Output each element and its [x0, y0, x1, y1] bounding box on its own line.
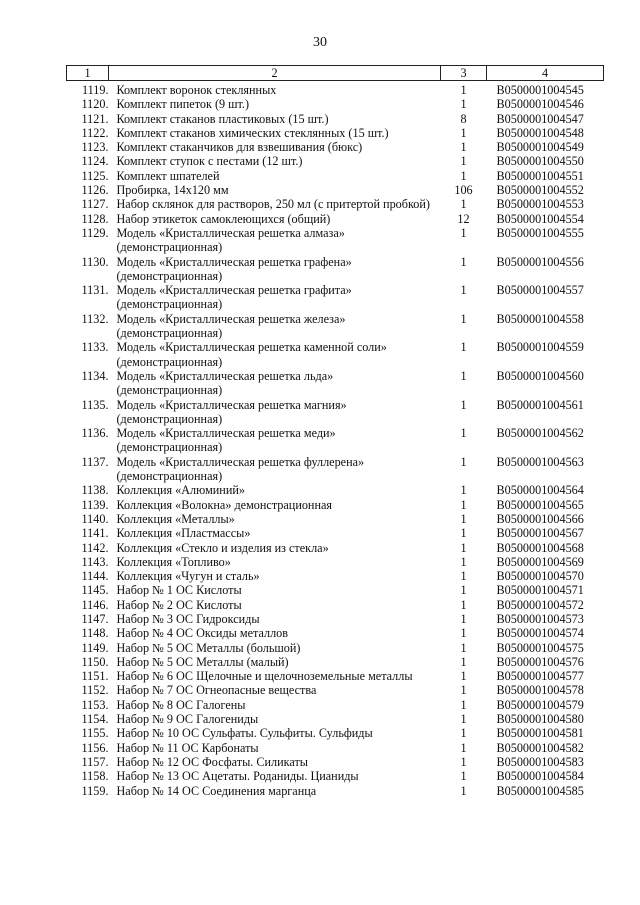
- row-item-name: Набор № 5 ОС Металлы (большой): [116, 640, 301, 655]
- row-code: В0500001004557: [496, 283, 584, 298]
- row-item-name: Комплект стаканов химических стеклянных (15 шт.): [116, 125, 389, 140]
- row-number: 1120.: [81, 97, 109, 112]
- row-quantity: 12: [457, 211, 470, 226]
- table-row: [67, 183, 604, 197]
- table-header: [67, 66, 604, 81]
- row-quantity: 1: [460, 654, 467, 669]
- row-item-name: Набор № 10 ОС Сульфаты. Сульфиты. Сульфиды: [116, 726, 373, 741]
- row-quantity: 1: [460, 83, 467, 97]
- row-item-name: Набор № 14 ОС Соединения марганца: [116, 783, 317, 798]
- row-quantity: 1: [460, 497, 467, 512]
- row-number: 1145.: [81, 583, 109, 598]
- table-row: [67, 369, 604, 398]
- row-item-name: Комплект воронок стеклянных: [116, 83, 277, 97]
- table-row: [67, 140, 604, 154]
- table-row: [67, 741, 604, 755]
- table-row: [67, 784, 604, 798]
- row-item-name: Комплект шпателей: [116, 168, 220, 183]
- table-row: [67, 126, 604, 140]
- row-number: 1139.: [81, 497, 109, 512]
- row-number: 1131.: [81, 283, 109, 298]
- row-quantity: 1: [460, 283, 467, 298]
- row-number: 1129.: [81, 225, 109, 240]
- table-row: [67, 312, 604, 341]
- row-item-name: Модель «Кристаллическая решетка железа» (демонстрационная): [116, 311, 346, 341]
- row-item-name: Модель «Кристаллическая решетка меди» (демонстрационная): [116, 426, 336, 455]
- row-item-name: Набор № 3 ОС Гидроксиды: [116, 611, 260, 626]
- header-col-number: 1: [67, 66, 109, 81]
- row-number: 1126.: [81, 183, 109, 198]
- table-row: [67, 569, 604, 583]
- row-number: 1155.: [81, 726, 109, 741]
- table-row: [67, 755, 604, 769]
- row-code: В0500001004551: [496, 168, 584, 183]
- row-quantity: 1: [460, 483, 467, 498]
- row-number: 1134.: [81, 368, 109, 383]
- row-number: 1138.: [81, 483, 109, 498]
- row-quantity: 1: [460, 640, 467, 655]
- row-quantity: 1: [460, 554, 467, 569]
- table-row: [67, 641, 604, 655]
- row-number: 1148.: [81, 626, 109, 641]
- row-item-name: Комплект пипеток (9 шт.): [116, 97, 250, 112]
- row-code: В0500001004584: [496, 769, 584, 784]
- row-number: 1157.: [81, 754, 109, 769]
- row-code: В0500001004564: [496, 483, 584, 498]
- row-number: 1143.: [81, 554, 109, 569]
- row-item-name: Коллекция «Пластмассы»: [116, 526, 251, 541]
- table-row: [67, 769, 604, 783]
- row-item-name: Набор № 5 ОС Металлы (малый): [116, 654, 289, 669]
- row-item-name: Коллекция «Топливо»: [116, 554, 231, 569]
- table-row: [67, 97, 604, 111]
- row-code: В0500001004548: [496, 125, 584, 140]
- row-quantity: 1: [460, 254, 467, 269]
- table-row: [67, 255, 604, 284]
- table-row: [67, 669, 604, 683]
- row-quantity: 1: [460, 140, 467, 155]
- row-quantity: 1: [460, 740, 467, 755]
- row-code: В0500001004585: [496, 783, 584, 798]
- row-code: В0500001004572: [496, 597, 584, 612]
- table-row: [67, 498, 604, 512]
- row-number: 1136.: [81, 426, 109, 441]
- row-item-name: Модель «Кристаллическая решетка графена» (демонстрационная): [116, 254, 352, 283]
- row-number: 1158.: [81, 769, 109, 784]
- row-item-name: Коллекция «Металлы»: [116, 511, 235, 526]
- row-quantity: 1: [460, 97, 467, 112]
- row-code: В0500001004560: [496, 368, 584, 383]
- row-code: В0500001004581: [496, 726, 584, 741]
- row-item-name: Модель «Кристаллическая решетка магния» (демонстрационная): [116, 397, 347, 426]
- table-row: [67, 226, 604, 255]
- row-item-name: Комплект ступок с пестами (12 шт.): [116, 154, 303, 169]
- row-number: 1154.: [81, 712, 109, 727]
- table-row: [67, 655, 604, 669]
- row-code: В0500001004568: [496, 540, 584, 555]
- row-quantity: 1: [460, 526, 467, 541]
- table-row: [67, 455, 604, 484]
- row-code: В0500001004575: [496, 640, 584, 655]
- header-row: [67, 66, 604, 81]
- row-code: В0500001004567: [496, 526, 584, 541]
- header-col-code: 4: [487, 66, 604, 81]
- row-quantity: 1: [460, 712, 467, 727]
- row-code: В0500001004558: [496, 311, 584, 326]
- row-item-name: Набор № 9 ОС Галогениды: [116, 712, 259, 727]
- row-quantity: 1: [460, 540, 467, 555]
- header-col-name: 2: [109, 66, 441, 81]
- row-code: В0500001004561: [496, 397, 584, 412]
- row-item-name: Набор № 12 ОС Фосфаты. Силикаты: [116, 754, 308, 769]
- row-item-name: Набор № 4 ОС Оксиды металлов: [116, 626, 288, 641]
- row-number: 1152.: [81, 683, 109, 698]
- row-code: В0500001004579: [496, 697, 584, 712]
- table-row: [67, 698, 604, 712]
- row-quantity: 1: [460, 368, 467, 383]
- row-code: В0500001004582: [496, 740, 584, 755]
- row-item-name: Коллекция «Алюминий»: [116, 483, 245, 498]
- table-row: [67, 526, 604, 540]
- table-row: [67, 154, 604, 168]
- row-number: 1121.: [81, 111, 109, 126]
- table-row: [67, 212, 604, 226]
- row-quantity: 1: [460, 769, 467, 784]
- row-quantity: 1: [460, 225, 467, 240]
- row-quantity: 1: [460, 454, 467, 469]
- row-number: 1133.: [81, 340, 109, 355]
- table-row: [67, 683, 604, 697]
- table-row: [67, 726, 604, 740]
- row-quantity: 1: [460, 626, 467, 641]
- row-number: 1144.: [81, 569, 109, 584]
- row-item-name: Коллекция «Чугун и сталь»: [116, 569, 260, 584]
- row-item-name: Набор склянок для растворов, 250 мл (с притертой пробкой): [116, 197, 430, 212]
- row-number: 1146.: [81, 597, 109, 612]
- row-item-name: Набор № 1 ОС Кислоты: [116, 583, 242, 598]
- row-quantity: 1: [460, 783, 467, 798]
- table-body: [67, 81, 604, 798]
- row-code: В0500001004556: [496, 254, 584, 269]
- row-number: 1150.: [81, 654, 109, 669]
- row-number: 1159.: [81, 783, 109, 798]
- row-number: 1122.: [81, 125, 109, 140]
- row-quantity: 1: [460, 340, 467, 355]
- row-code: В0500001004563: [496, 454, 584, 469]
- table-row: [67, 583, 604, 597]
- row-code: В0500001004552: [496, 183, 584, 198]
- table-row: [67, 340, 604, 369]
- row-number: 1123.: [81, 140, 109, 155]
- row-quantity: 106: [454, 183, 473, 198]
- row-number: 1130.: [81, 254, 109, 269]
- row-item-name: Набор № 8 ОС Галогены: [116, 697, 246, 712]
- row-item-name: Набор № 13 ОС Ацетаты. Роданиды. Цианиды: [116, 769, 359, 784]
- row-code: В0500001004546: [496, 97, 584, 112]
- row-number: 1149.: [81, 640, 109, 655]
- row-quantity: 1: [460, 683, 467, 698]
- row-quantity: 1: [460, 754, 467, 769]
- row-code: В0500001004580: [496, 712, 584, 727]
- row-code: В0500001004576: [496, 654, 584, 669]
- row-item-name: Набор № 6 ОС Щелочные и щелочноземельные металлы: [116, 669, 413, 684]
- row-number: 1135.: [81, 397, 109, 412]
- table-row: [67, 626, 604, 640]
- row-quantity: 1: [460, 511, 467, 526]
- table-row: [67, 169, 604, 183]
- row-number: 1137.: [81, 454, 109, 469]
- row-quantity: 1: [460, 125, 467, 140]
- row-quantity: 1: [460, 611, 467, 626]
- row-number: 1142.: [81, 540, 109, 555]
- row-item-name: Набор № 11 ОС Карбонаты: [116, 740, 259, 755]
- row-code: В0500001004571: [496, 583, 584, 598]
- row-code: В0500001004550: [496, 154, 584, 169]
- row-item-name: Набор этикеток самоклеющихся (общий): [116, 211, 331, 226]
- row-code: В0500001004565: [496, 497, 584, 512]
- row-quantity: 1: [460, 569, 467, 584]
- row-item-name: Модель «Кристаллическая решетка алмаза» (демонстрационная): [116, 225, 345, 255]
- row-number: 1147.: [81, 611, 109, 626]
- inventory-table: [66, 65, 604, 798]
- row-code: В0500001004566: [496, 511, 584, 526]
- row-code: В0500001004559: [496, 340, 584, 355]
- table-row: [67, 512, 604, 526]
- table-row: [67, 712, 604, 726]
- row-code: В0500001004574: [496, 626, 584, 641]
- table-row: [67, 81, 604, 98]
- row-code: В0500001004553: [496, 197, 584, 212]
- table-row: [67, 398, 604, 427]
- row-code: В0500001004569: [496, 554, 584, 569]
- row-quantity: 1: [460, 197, 467, 212]
- row-number: 1151.: [81, 669, 109, 684]
- row-quantity: 1: [460, 669, 467, 684]
- table-row: [67, 283, 604, 312]
- row-code: В0500001004570: [496, 569, 584, 584]
- row-number: 1125.: [81, 168, 109, 183]
- row-number: 1153.: [81, 697, 109, 712]
- row-item-name: Комплект стаканчиков для взвешивания (бюкс): [116, 140, 363, 155]
- row-quantity: 1: [460, 426, 467, 441]
- row-item-name: Пробирка, 14х120 мм: [116, 183, 229, 198]
- row-item-name: Модель «Кристаллическая решетка льда» (демонстрационная): [116, 368, 334, 398]
- table-row: [67, 555, 604, 569]
- row-code: В0500001004554: [496, 211, 584, 226]
- row-number: 1128.: [81, 211, 109, 226]
- row-quantity: 1: [460, 597, 467, 612]
- row-number: 1140.: [81, 511, 109, 526]
- row-code: В0500001004562: [496, 426, 584, 441]
- row-code: В0500001004577: [496, 669, 584, 684]
- row-code: В0500001004549: [496, 140, 584, 155]
- row-quantity: 1: [460, 726, 467, 741]
- page-number: 30: [313, 35, 327, 50]
- row-code: В0500001004583: [496, 754, 584, 769]
- row-code: В0500001004547: [496, 111, 584, 126]
- table-row: [67, 598, 604, 612]
- row-number: 1156.: [81, 740, 109, 755]
- row-quantity: 1: [460, 697, 467, 712]
- header-col-quantity: 3: [441, 66, 487, 81]
- row-item-name: Набор № 7 ОС Огнеопасные вещества: [116, 683, 317, 698]
- row-number: 1124.: [81, 154, 109, 169]
- row-item-name: Набор № 2 ОС Кислоты: [116, 597, 242, 612]
- row-item-name: Модель «Кристаллическая решетка фуллерена» (демонстрационная): [116, 454, 365, 484]
- row-quantity: 1: [460, 154, 467, 169]
- row-number: 1132.: [81, 311, 109, 326]
- row-item-name: Комплект стаканов пластиковых (15 шт.): [116, 111, 329, 126]
- row-item-name: Модель «Кристаллическая решетка каменной соли» (демонстрационная): [116, 340, 387, 369]
- row-quantity: 1: [460, 583, 467, 598]
- row-quantity: 1: [460, 397, 467, 412]
- row-quantity: 8: [460, 111, 467, 126]
- table-row: [67, 612, 604, 626]
- row-item-name: Коллекция «Волокна» демонстрационная: [116, 497, 332, 512]
- table-row: [67, 426, 604, 455]
- row-code: В0500001004578: [496, 683, 584, 698]
- table-row: [67, 112, 604, 126]
- row-number: 1119.: [81, 83, 109, 97]
- row-code: В0500001004573: [496, 611, 584, 626]
- row-number: 1141.: [81, 526, 109, 541]
- row-quantity: 1: [460, 168, 467, 183]
- row-code: В0500001004555: [496, 225, 584, 240]
- row-quantity: 1: [460, 311, 467, 326]
- table-row: [67, 541, 604, 555]
- table-row: [67, 483, 604, 497]
- row-code: В0500001004545: [496, 83, 584, 97]
- row-item-name: Коллекция «Стекло и изделия из стекла»: [116, 540, 329, 555]
- row-item-name: Модель «Кристаллическая решетка графита» (демонстрационная): [116, 283, 352, 312]
- table-row: [67, 197, 604, 211]
- row-number: 1127.: [81, 197, 109, 212]
